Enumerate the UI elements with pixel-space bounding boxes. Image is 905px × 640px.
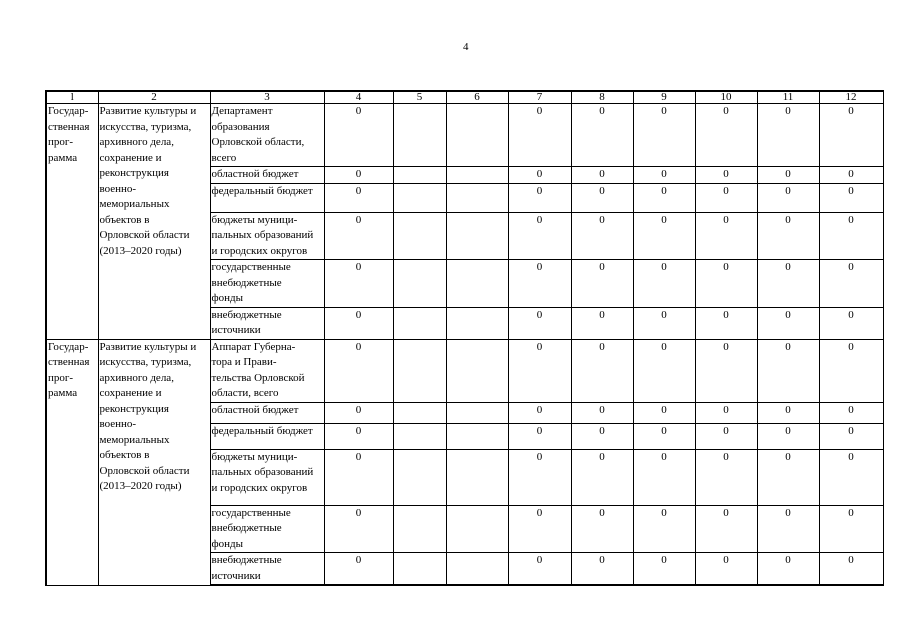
value-cell-col6 <box>446 339 508 402</box>
value-cell-col4: 0 <box>324 449 393 505</box>
header-cell-5: 5 <box>393 91 446 104</box>
value-cell-col7: 0 <box>508 307 571 339</box>
value-cell-col4: 0 <box>324 505 393 553</box>
table-row <box>46 339 883 402</box>
value-cell-col12: 0 <box>819 449 883 505</box>
funding-source-cell <box>210 339 324 402</box>
cell-text-line: мемориальных <box>99 198 170 210</box>
cell-text-line: и городских округов <box>211 481 308 494</box>
value-cell-col8: 0 <box>571 423 633 449</box>
value-cell-col6 <box>446 212 508 260</box>
value-cell-col5 <box>393 167 446 184</box>
cell-text-line: искусства, туризма, <box>99 120 192 133</box>
cell-text-line: архивного дела, <box>99 371 174 384</box>
value-cell-col10: 0 <box>695 449 757 505</box>
value-cell-col11: 0 <box>757 339 819 402</box>
value-cell-col8: 0 <box>571 212 633 260</box>
value-cell-col7: 0 <box>508 167 571 184</box>
funding-source-cell <box>210 104 324 167</box>
value-cell-col6 <box>446 307 508 339</box>
table-header-row <box>46 91 883 104</box>
cell-text-line: ственная <box>48 356 90 368</box>
cell-text-line: Развитие культуры и <box>99 340 197 353</box>
value-cell-col5 <box>393 339 446 402</box>
cell-text-line: фонды <box>211 537 244 550</box>
cell-text-line: областной бюджет <box>211 403 299 416</box>
funding-source-cell <box>210 167 324 184</box>
cell-text-line: всего <box>211 151 237 164</box>
value-cell-col4: 0 <box>324 183 393 212</box>
cell-text-line: объектов в <box>99 449 150 461</box>
cell-text-line: пальных образований <box>211 466 314 478</box>
value-cell-col12: 0 <box>819 104 883 167</box>
value-cell-col5 <box>393 553 446 586</box>
header-cell-4: 4 <box>324 91 393 104</box>
value-cell-col9: 0 <box>633 167 695 184</box>
value-cell-col9: 0 <box>633 402 695 423</box>
value-cell-col7: 0 <box>508 402 571 423</box>
cell-text-line: архивного дела, <box>99 136 174 148</box>
value-cell-col7: 0 <box>508 505 571 553</box>
value-cell-col7: 0 <box>508 212 571 260</box>
funding-source-cell <box>210 553 324 586</box>
value-cell-col4: 0 <box>324 423 393 449</box>
cell-text-line: военно- <box>99 182 137 195</box>
value-cell-col8: 0 <box>571 307 633 339</box>
funding-source-cell <box>210 402 324 423</box>
value-cell-col12: 0 <box>819 505 883 553</box>
value-cell-col10: 0 <box>695 423 757 449</box>
header-cell-2: 2 <box>98 91 210 104</box>
cell-text-line: образования <box>211 120 270 133</box>
value-cell-col4: 0 <box>324 339 393 402</box>
value-cell-col12: 0 <box>819 183 883 212</box>
value-cell-col6 <box>446 104 508 167</box>
cell-text-line: и городских округов <box>211 244 308 257</box>
cell-text-line: прог- <box>48 136 74 148</box>
value-cell-col10: 0 <box>695 104 757 167</box>
header-cell-11: 11 <box>757 91 819 104</box>
cell-text-line: Орловской области, <box>211 136 305 148</box>
cell-text-line: (2013–2020 годы) <box>99 480 182 492</box>
value-cell-col12: 0 <box>819 307 883 339</box>
value-cell-col11: 0 <box>757 505 819 553</box>
value-cell-col7: 0 <box>508 183 571 212</box>
value-cell-col12: 0 <box>819 553 883 586</box>
value-cell-col4: 0 <box>324 167 393 184</box>
cell-text-line: Орловской области <box>99 229 190 241</box>
funding-source-cell <box>210 183 324 212</box>
cell-text-line: пальных образований <box>211 229 314 241</box>
value-cell-col8: 0 <box>571 505 633 553</box>
value-cell-col12: 0 <box>819 260 883 308</box>
table-row <box>46 104 883 167</box>
cell-text-line: бюджеты муници- <box>211 213 298 226</box>
value-cell-col8: 0 <box>571 402 633 423</box>
cell-text-line: Аппарат Губерна- <box>211 340 296 353</box>
cell-text-line: военно- <box>99 418 137 430</box>
budget-table <box>45 90 884 586</box>
funding-source-cell <box>210 505 324 553</box>
cell-text-line: тора и Прави- <box>211 356 277 368</box>
cell-text-line: федеральный бюджет <box>211 424 313 437</box>
value-cell-col5 <box>393 423 446 449</box>
value-cell-col10: 0 <box>695 553 757 586</box>
value-cell-col11: 0 <box>757 449 819 505</box>
cell-text-line: сохранение и <box>99 387 162 399</box>
value-cell-col7: 0 <box>508 449 571 505</box>
cell-text-line: внебюджетные <box>211 522 282 534</box>
cell-text-line: сохранение и <box>99 151 162 164</box>
value-cell-col9: 0 <box>633 212 695 260</box>
funding-source-cell <box>210 423 324 449</box>
cell-text-line: бюджеты муници- <box>211 450 298 463</box>
program-name-cell <box>98 339 210 585</box>
value-cell-col7: 0 <box>508 339 571 402</box>
cell-text-line: внебюджетные <box>211 308 282 321</box>
header-cell-1: l <box>46 91 98 104</box>
cell-text-line: областной бюджет <box>211 168 299 180</box>
value-cell-col10: 0 <box>695 307 757 339</box>
value-cell-col6 <box>446 260 508 308</box>
value-cell-col9: 0 <box>633 423 695 449</box>
cell-text-line: Орловской области <box>99 464 190 477</box>
value-cell-col6 <box>446 449 508 505</box>
header-cell-10: 10 <box>695 91 757 104</box>
value-cell-col11: 0 <box>757 423 819 449</box>
value-cell-col12: 0 <box>819 167 883 184</box>
value-cell-col10: 0 <box>695 212 757 260</box>
value-cell-col4: 0 <box>324 212 393 260</box>
value-cell-col8: 0 <box>571 449 633 505</box>
value-cell-col6 <box>446 183 508 212</box>
cell-text-line: реконструкция <box>99 402 169 415</box>
value-cell-col8: 0 <box>571 167 633 184</box>
header-cell-12: 12 <box>819 91 883 104</box>
value-cell-col8: 0 <box>571 183 633 212</box>
value-cell-col6 <box>446 505 508 553</box>
funding-source-cell <box>210 260 324 308</box>
value-cell-col11: 0 <box>757 402 819 423</box>
header-cell-6: 6 <box>446 91 508 104</box>
cell-text-line: источники <box>211 324 261 336</box>
value-cell-col11: 0 <box>757 212 819 260</box>
program-name-cell <box>98 104 210 340</box>
cell-text-line: рамма <box>48 151 78 164</box>
cell-text-line: мемориальных <box>99 433 170 446</box>
value-cell-col9: 0 <box>633 553 695 586</box>
cell-text-line: Развитие культуры и <box>99 105 197 117</box>
value-cell-col8: 0 <box>571 104 633 167</box>
value-cell-col8: 0 <box>571 339 633 402</box>
value-cell-col6 <box>446 167 508 184</box>
value-cell-col9: 0 <box>633 104 695 167</box>
cell-text-line: внебюджетные <box>211 276 282 289</box>
header-cell-3: 3 <box>210 91 324 104</box>
value-cell-col5 <box>393 104 446 167</box>
value-cell-col7: 0 <box>508 260 571 308</box>
value-cell-col5 <box>393 505 446 553</box>
value-cell-col9: 0 <box>633 183 695 212</box>
cell-text-line: фонды <box>211 292 244 304</box>
cell-text-line: рамма <box>48 387 78 399</box>
program-type-cell <box>46 104 98 340</box>
value-cell-col9: 0 <box>633 339 695 402</box>
value-cell-col5 <box>393 212 446 260</box>
cell-text-line: Государ- <box>48 340 89 353</box>
value-cell-col12: 0 <box>819 339 883 402</box>
value-cell-col11: 0 <box>757 307 819 339</box>
value-cell-col11: 0 <box>757 104 819 167</box>
funding-source-cell <box>210 212 324 260</box>
value-cell-col7: 0 <box>508 423 571 449</box>
value-cell-col5 <box>393 449 446 505</box>
cell-text-line: области, всего <box>211 387 279 399</box>
header-cell-7: 7 <box>508 91 571 104</box>
value-cell-col10: 0 <box>695 505 757 553</box>
cell-text-line: (2013–2020 годы) <box>99 244 182 257</box>
value-cell-col4: 0 <box>324 260 393 308</box>
value-cell-col4: 0 <box>324 104 393 167</box>
cell-text-line: объектов в <box>99 213 150 226</box>
value-cell-col7: 0 <box>508 553 571 586</box>
cell-text-line: тельства Орловской <box>211 371 305 384</box>
value-cell-col5 <box>393 260 446 308</box>
value-cell-col12: 0 <box>819 212 883 260</box>
cell-text-line: ственная <box>48 120 90 133</box>
value-cell-col4: 0 <box>324 307 393 339</box>
value-cell-col10: 0 <box>695 260 757 308</box>
header-cell-9: 9 <box>633 91 695 104</box>
cell-text-line: Государ- <box>48 105 89 117</box>
value-cell-col8: 0 <box>571 260 633 308</box>
value-cell-col9: 0 <box>633 307 695 339</box>
value-cell-col12: 0 <box>819 423 883 449</box>
value-cell-col6 <box>446 423 508 449</box>
cell-text-line: реконструкция <box>99 167 169 179</box>
value-cell-col5 <box>393 183 446 212</box>
cell-text-line: искусства, туризма, <box>99 356 192 368</box>
value-cell-col8: 0 <box>571 553 633 586</box>
value-cell-col11: 0 <box>757 167 819 184</box>
cell-text-line: внебюджетные <box>211 554 282 566</box>
cell-text-line: Департамент <box>211 105 273 117</box>
value-cell-col12: 0 <box>819 402 883 423</box>
value-cell-col9: 0 <box>633 449 695 505</box>
value-cell-col6 <box>446 553 508 586</box>
value-cell-col7: 0 <box>508 104 571 167</box>
value-cell-col6 <box>446 402 508 423</box>
value-cell-col11: 0 <box>757 260 819 308</box>
value-cell-col5 <box>393 402 446 423</box>
program-type-cell <box>46 339 98 585</box>
page-number: 4 <box>463 41 469 53</box>
value-cell-col9: 0 <box>633 505 695 553</box>
cell-text-line: источники <box>211 569 261 582</box>
cell-text-line: государственные <box>211 261 291 273</box>
value-cell-col11: 0 <box>757 553 819 586</box>
value-cell-col5 <box>393 307 446 339</box>
value-cell-col10: 0 <box>695 167 757 184</box>
value-cell-col10: 0 <box>695 402 757 423</box>
funding-source-cell <box>210 307 324 339</box>
value-cell-col4: 0 <box>324 402 393 423</box>
value-cell-col9: 0 <box>633 260 695 308</box>
header-cell-8: 8 <box>571 91 633 104</box>
cell-text-line: государственные <box>211 506 291 519</box>
cell-text-line: прог- <box>48 371 74 384</box>
value-cell-col10: 0 <box>695 339 757 402</box>
value-cell-col11: 0 <box>757 183 819 212</box>
value-cell-col10: 0 <box>695 183 757 212</box>
cell-text-line: федеральный бюджет <box>211 184 313 197</box>
funding-source-cell <box>210 449 324 505</box>
value-cell-col4: 0 <box>324 553 393 586</box>
